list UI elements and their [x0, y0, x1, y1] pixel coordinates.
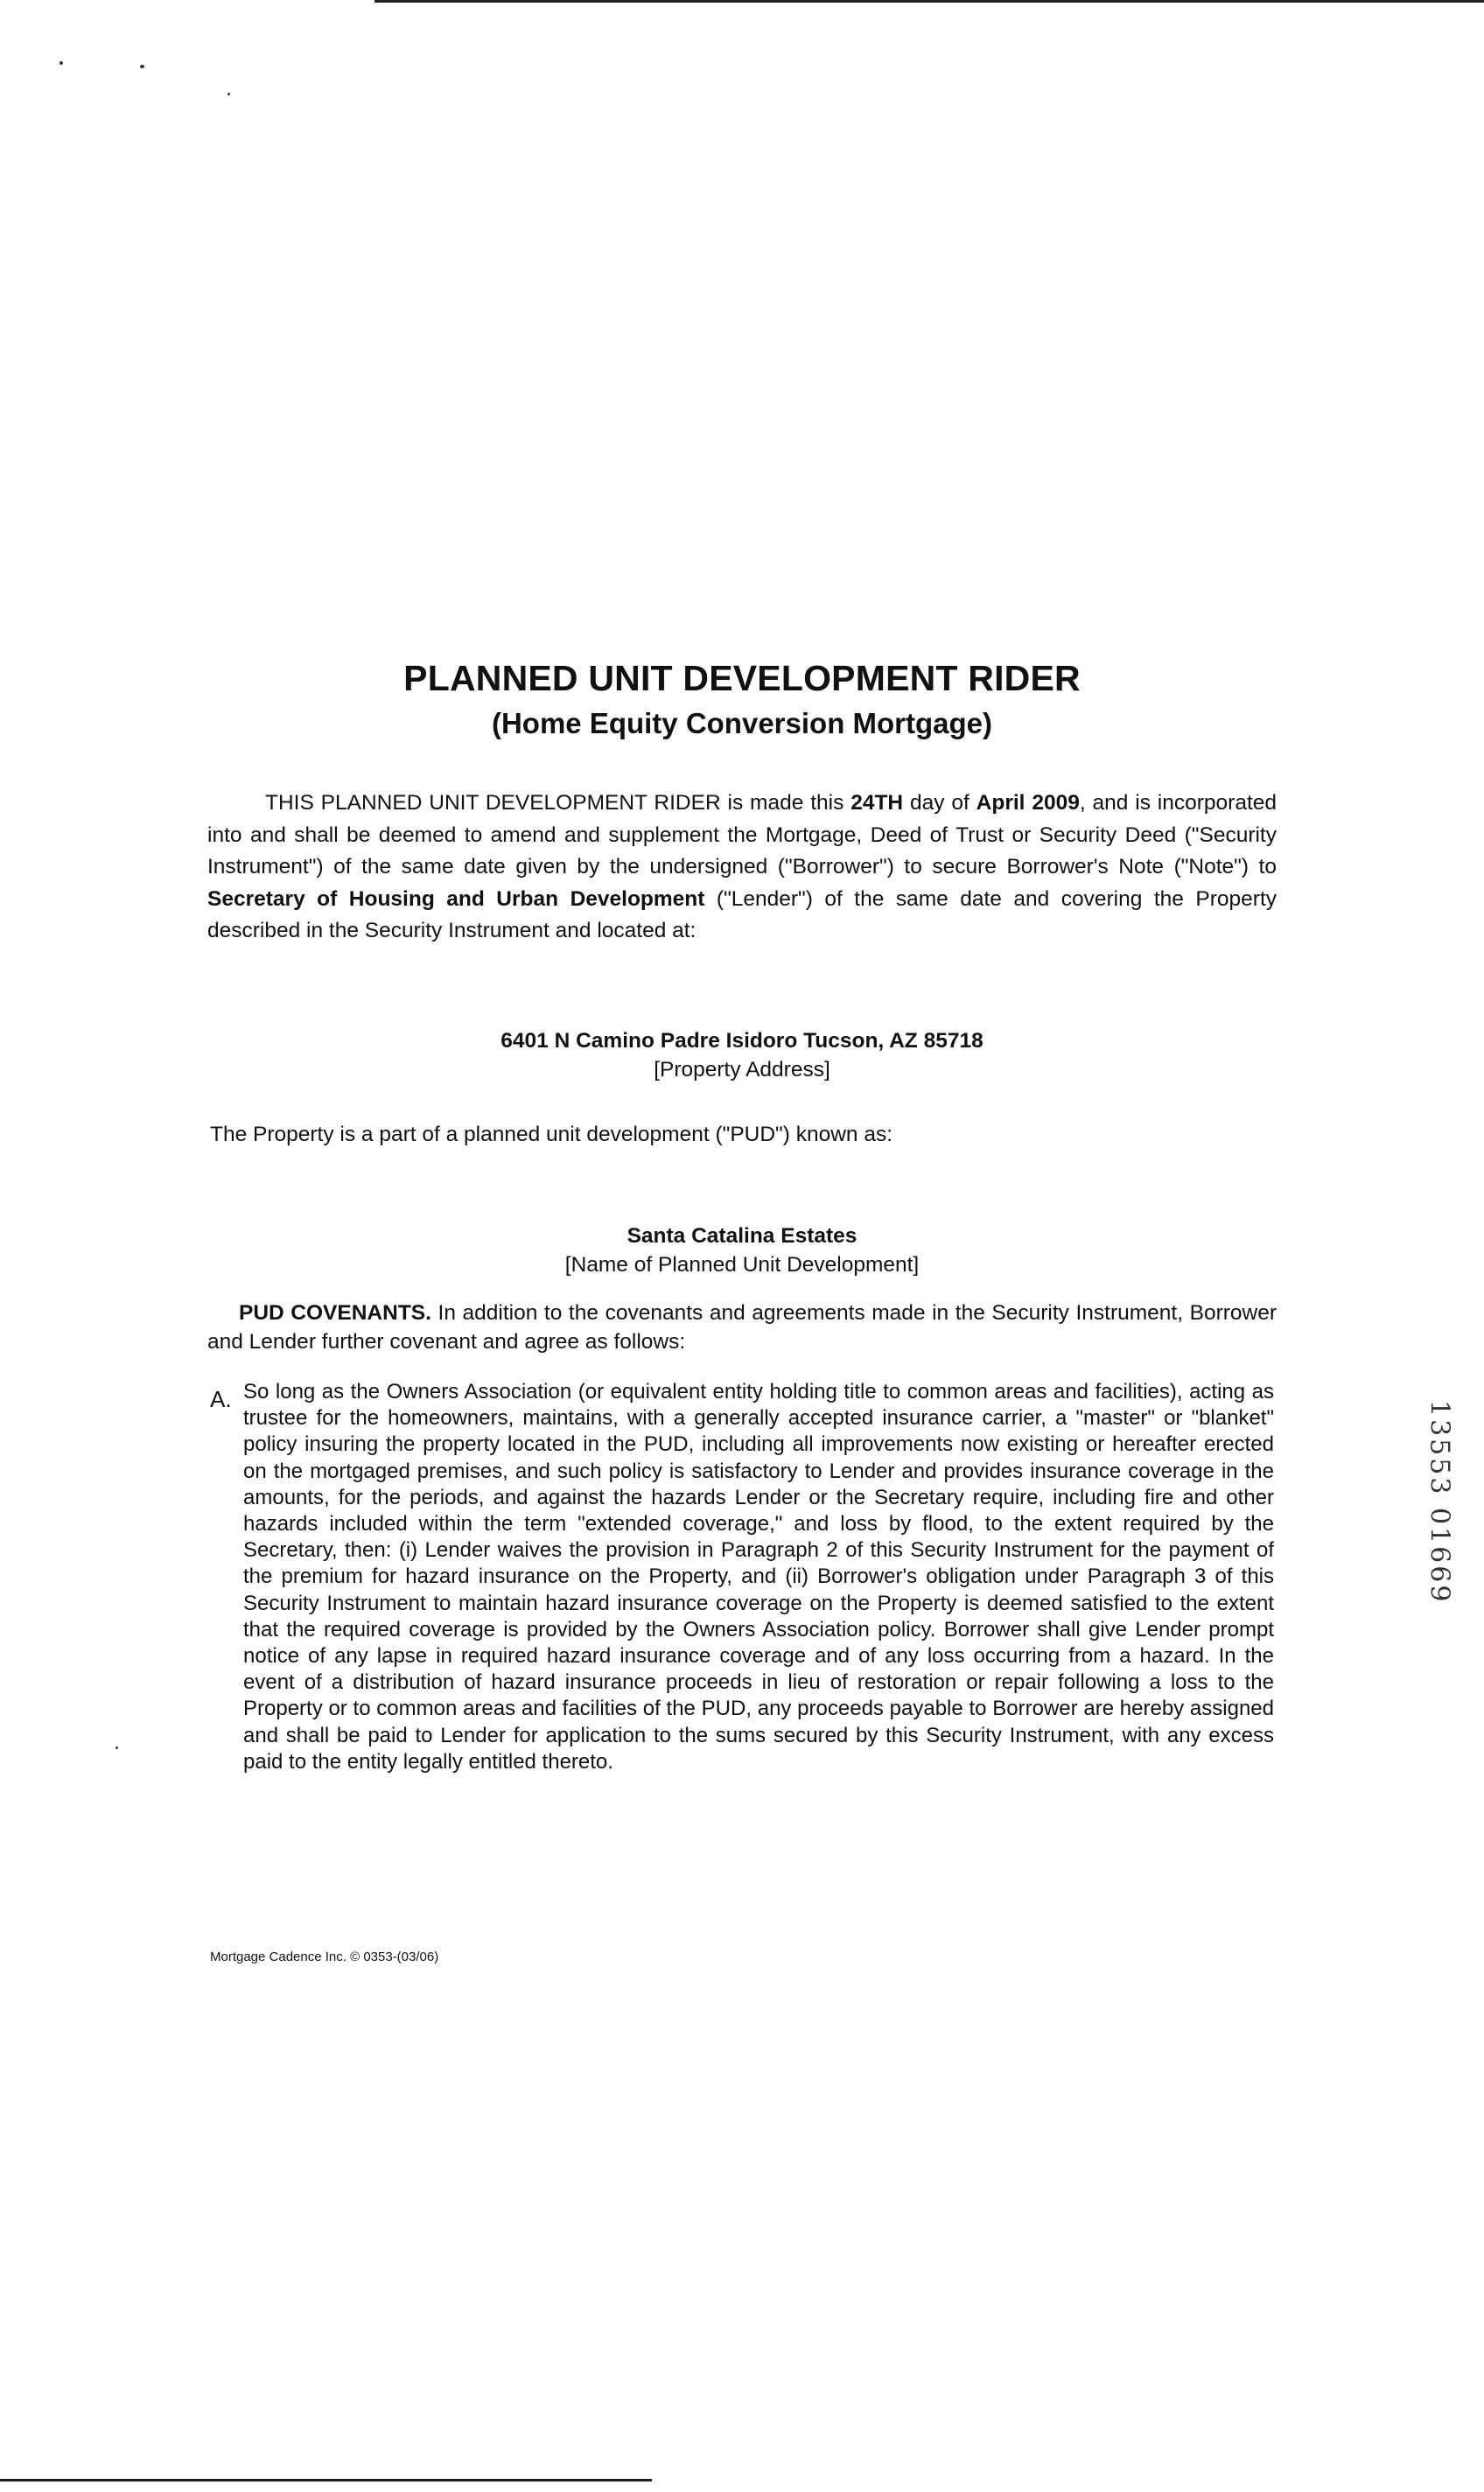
recording-stamp-number: 13553 01669	[1424, 1400, 1455, 1605]
intro-text: ("Lender") of the same date and covering the Property described in the Security Instrument and located at:	[207, 886, 1277, 942]
recording-stamp	[1413, 1400, 1466, 1654]
scan-speck	[140, 65, 144, 68]
pud-name-block	[0, 1222, 1484, 1279]
lender-name: Secretary of Housing and Urban Development	[207, 886, 705, 911]
pud-name: Santa Catalina Estates	[626, 1224, 858, 1248]
scan-speck	[228, 93, 230, 95]
scan-edge-bottom	[0, 2479, 652, 2482]
rider-month-year: April 2009	[976, 791, 1080, 815]
item-a-paragraph: So long as the Owners Association (or equivalent entity holding title to common areas and facilities), acting as trustee for the homeowners, maintains, with a generally accepted insurance carrier, a "master" or "blanket" policy insuring the property located in the PUD, including all improvements now existing or hereafter erected on the mortgaged premises, and such policy is satisfactory to Lender and provides insurance coverage in the amounts, for the periods, and against the hazards Lender or the Secretary require, including fire and other hazards included within the term "extended coverage," and loss by flood, to the extent required by the Secretary, then: (i) Lender waives the provision in Paragraph 2 of this Security Instrument for the payment of the premium for hazard insurance on the Property, and (ii) Borrower's obligation under Paragraph 3 of this Security Instrument to maintain hazard insurance coverage on the Property is deemed satisfied to the extent that the required coverage is provided by the Owners Association policy. Borrower shall give Lender prompt notice of any lapse in required hazard insurance coverage and of any loss occurring from a hazard. In the event of a distribution of hazard insurance proceeds in lieu of restoration or repair following a loss to the Property or to common areas and facilities of the PUD, any proceeds payable to Borrower are hereby assigned and shall be paid to Lender for application to the sums secured by this Security Instrument, with any excess paid to the entity legally entitled thereto.	[243, 1380, 1274, 1774]
scan-speck	[60, 61, 63, 65]
intro-text: , and is incorporated into and shall be deemed to amend and supplement the Mortgage, Deed of Trust or Security Deed ("Security Instrument") of the same date given by the undersigned ("Borrower") to secure Borrower's Note ("Note") to	[207, 791, 1278, 878]
covenants-heading: PUD COVENANTS.	[239, 1301, 431, 1325]
intro-text: THIS PLANNED UNIT DEVELOPMENT RIDER is made this	[265, 791, 851, 815]
document-title: PLANNED UNIT DEVELOPMENT RIDER	[403, 658, 1081, 698]
covenants-text: In addition to the covenants and agreements made in the Security Instrument, Borrower and Lender further covenant and agree as follows:	[207, 1301, 1277, 1354]
intro-text: day of	[903, 791, 976, 815]
document-subtitle: (Home Equity Conversion Mortgage)	[491, 707, 993, 739]
property-address: 6401 N Camino Padre Isidoro Tucson, AZ 85718	[500, 1029, 984, 1053]
scan-speck	[116, 1746, 118, 1749]
scan-edge-top	[374, 0, 1484, 3]
form-footer: Mortgage Cadence Inc. © 0353-(03/06)	[210, 1950, 439, 1964]
item-a-letter: A.	[210, 1386, 232, 1412]
pud-covenants-paragraph	[207, 1298, 1277, 1356]
property-address-label: [Property Address]	[654, 1058, 830, 1082]
intro-paragraph	[207, 788, 1277, 948]
property-address-block	[0, 1026, 1484, 1084]
pud-known-as: The Property is a part of a planned unit development ("PUD") known as:	[210, 1123, 893, 1146]
pud-name-label: [Name of Planned Unit Development]	[564, 1253, 920, 1277]
rider-day: 24TH	[850, 791, 904, 815]
